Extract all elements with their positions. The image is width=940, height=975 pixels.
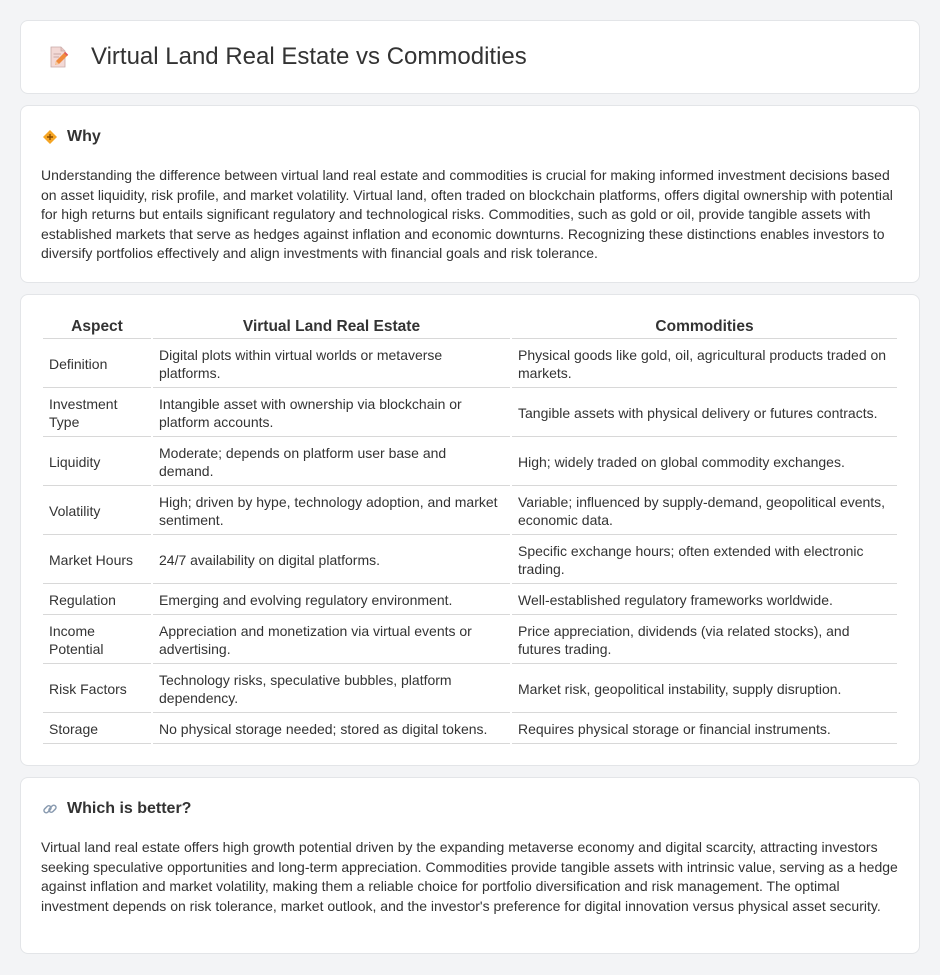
better-text: Virtual land real estate offers high growth potential driven by the expanding metaverse economy and digital scarcity, attracting investors seeking speculative opportunities and long-term appreciation. Commodities provide tangible assets with intrinsic value, serving as a hedge against inflation and market volatility, making them a reliable choice for portfolio diversification and risk management. The optimal investment depends on risk tolerance, market outlook, and the investor's preference for digital innovation versus physical asset security.: [41, 839, 898, 914]
header-aspect: Aspect: [43, 315, 151, 339]
cell-aspect: Volatility: [43, 486, 151, 535]
cell-aspect: Definition: [43, 339, 151, 388]
cell-commodities: Variable; influenced by supply-demand, geopolitical events, economic data.: [512, 486, 897, 535]
cell-virtual: No physical storage needed; stored as digital tokens.: [153, 713, 510, 744]
table-row: [43, 339, 897, 388]
cell-commodities: Physical goods like gold, oil, agricultural products traded on markets.: [512, 339, 897, 388]
table-row: [43, 664, 897, 713]
table-row: [43, 437, 897, 486]
why-heading-label: Why: [67, 128, 101, 145]
cell-aspect: Risk Factors: [43, 664, 151, 713]
page-title: Virtual Land Real Estate vs Commodities: [91, 43, 527, 70]
header-virtual-land: Virtual Land Real Estate: [153, 315, 510, 339]
why-section: [20, 105, 920, 283]
header-commodities: Commodities: [512, 315, 897, 339]
comparison-table-section: [20, 294, 920, 766]
cell-commodities: Tangible assets with physical delivery or futures contracts.: [512, 388, 897, 437]
table-row: [43, 584, 897, 615]
why-text: Understanding the difference between virtual land real estate and commodities is crucial for making informed investment decisions based on asset liquidity, risk profile, and market volatility. Virtual land, often traded on blockchain platforms, offers digital ownership with potential for high returns but entails significant regulatory and technological risks. Commodities, such as gold or oil, provide tangible assets with established markets that serve as hedges against inflation and economic downturns. Recognizing these distinctions enables investors to diversify portfolios effectively and align investments with financial goals and risk tolerance.: [41, 167, 893, 262]
table-row: [43, 535, 897, 584]
why-heading: [41, 128, 899, 146]
which-is-better-section: [20, 777, 920, 954]
cell-commodities: Specific exchange hours; often extended with electronic trading.: [512, 535, 897, 584]
cell-commodities: Well-established regulatory frameworks worldwide.: [512, 584, 897, 615]
cell-virtual: Emerging and evolving regulatory environment.: [153, 584, 510, 615]
cell-virtual: Moderate; depends on platform user base and demand.: [153, 437, 510, 486]
table-row: [43, 388, 897, 437]
cell-aspect: Regulation: [43, 584, 151, 615]
table-row: [43, 713, 897, 744]
cell-aspect: Storage: [43, 713, 151, 744]
cell-aspect: Investment Type: [43, 388, 151, 437]
cell-aspect: Income Potential: [43, 615, 151, 664]
document-pencil-icon: [45, 44, 71, 70]
cell-virtual: Digital plots within virtual worlds or metaverse platforms.: [153, 339, 510, 388]
cell-commodities: Market risk, geopolitical instability, supply disruption.: [512, 664, 897, 713]
comparison-table: [41, 315, 899, 744]
cell-virtual: Intangible asset with ownership via blockchain or platform accounts.: [153, 388, 510, 437]
cell-commodities: Price appreciation, dividends (via related stocks), and futures trading.: [512, 615, 897, 664]
cell-virtual: Appreciation and monetization via virtual events or advertising.: [153, 615, 510, 664]
link-icon: [41, 800, 59, 818]
better-heading: [41, 800, 899, 818]
cell-virtual: Technology risks, speculative bubbles, platform dependency.: [153, 664, 510, 713]
header-card: [20, 20, 920, 94]
better-heading-label: Which is better?: [67, 800, 192, 817]
cell-virtual: High; driven by hype, technology adoption, and market sentiment.: [153, 486, 510, 535]
table-row: [43, 615, 897, 664]
cell-commodities: High; widely traded on global commodity exchanges.: [512, 437, 897, 486]
diamond-sign-icon: [41, 128, 59, 146]
cell-virtual: 24/7 availability on digital platforms.: [153, 535, 510, 584]
table-header-row: [43, 315, 897, 339]
table-row: [43, 486, 897, 535]
cell-aspect: Market Hours: [43, 535, 151, 584]
cell-commodities: Requires physical storage or financial instruments.: [512, 713, 897, 744]
cell-aspect: Liquidity: [43, 437, 151, 486]
